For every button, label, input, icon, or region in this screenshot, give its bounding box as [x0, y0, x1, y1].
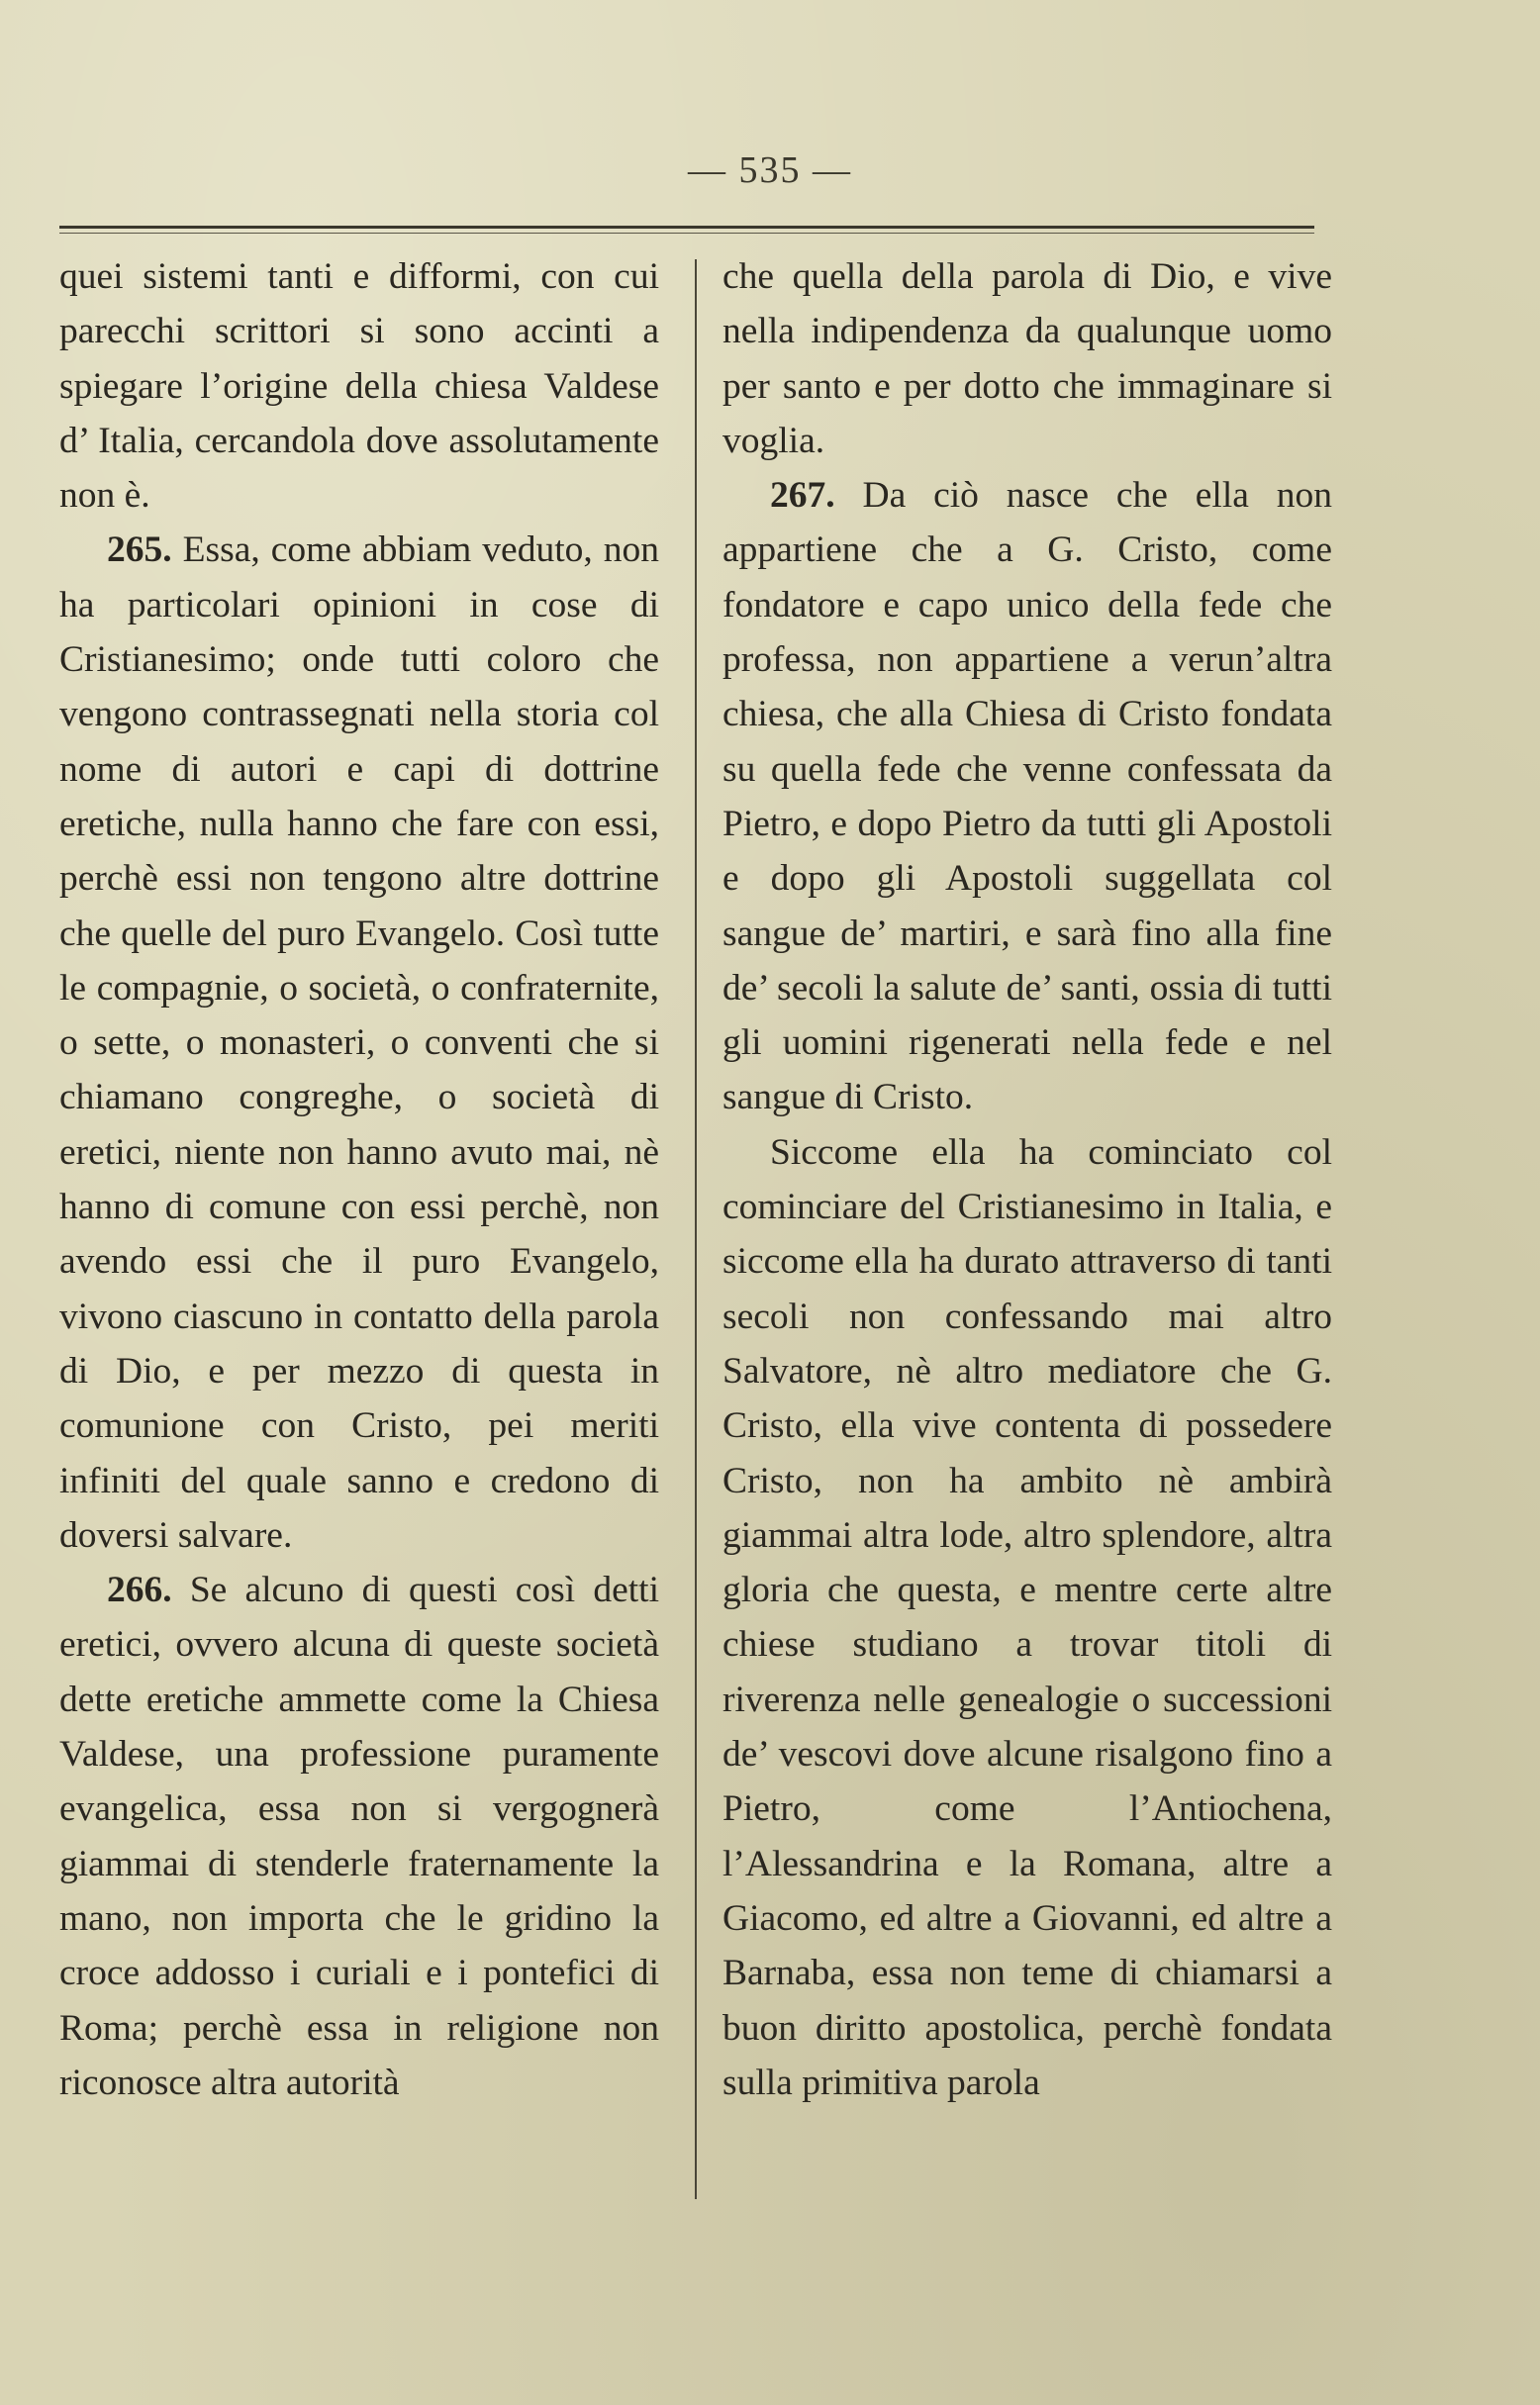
paragraph-text: Da ciò nasce che ella non appartiene che a G. Cristo, come fondatore e capo unico della fede che professa, non appartiene a verun’altra chiesa, che alla Chiesa di Cristo fondata su quella fede che venne confessata da Pietro, e dopo Pietro da tutti gli Apostoli e dopo gli Apostoli suggellata col sangue de’ martiri, e sarà fino alla fine de’ secoli la salute de’ santi, ossia di tutti gli uomini rigenerati nella fede e nel sangue di Cristo.	[722, 475, 1332, 1118]
paragraph-266	[59, 1563, 659, 2110]
column-divider	[695, 259, 697, 2199]
paragraph-text: Siccome ella ha cominciato col cominciare del Cristianesimo in Italia, e siccome ella ha durato attraverso di tanti secoli non confessando mai altro Salvatore, nè altro mediatore che G. Cristo, ella vive contenta di possedere Cristo, non ha ambito nè ambirà giammai altra lode, altro splendore, altra gloria che questa, e mentre certe altre chiese studiano a trovar titoli di riverenza nelle genealogie o successioni de’ vescovi dove alcune risalgono fino a Pietro, come l’Antiochena, l’Alessandrina e la Romana, altre a Giacomo, ed altre a Giovanni, ed altre a Barnaba, essa non teme di chiamarsi a buon diritto apostolica, perchè fondata sulla primitiva parola	[722, 1131, 1332, 2103]
header-rule	[59, 226, 1314, 229]
paragraph-267	[722, 468, 1332, 1125]
paragraph-265	[59, 523, 659, 1563]
paragraph-siccome	[722, 1125, 1332, 2110]
paragraph-number: 266.	[107, 1570, 172, 1611]
header-rule-thin	[59, 233, 1314, 234]
paragraph-text: quei sistemi tanti e difformi, con cui parecchi scrittori si sono accinti a spiegare l’origine della chiesa Valdese d’ Italia, cercandola dove assolutamente non è.	[59, 256, 659, 517]
right-column	[722, 249, 1332, 2110]
paragraph-text: che quella della parola di Dio, e vive nella indipendenza da qualunque uomo per santo e per dotto che immaginare si voglia.	[722, 256, 1332, 461]
paragraph-text: Essa, come abbiam veduto, non ha particolari opinioni in cose di Cristianesimo; onde tutti coloro che vengono contrassegnati nella storia col nome di autori e capi di dottrine eretiche, nulla hanno che fare con essi, perchè essi non tengono altre dottrine che quelle del puro Evangelo. Così tutte le compagnie, o società, o confraternite, o sette, o monasteri, o conventi che si chiamano congreghe, o società di eretici, niente non hanno avuto mai, nè hanno di comune con essi perchè, non avendo essi che il puro Evangelo, vivono ciascuno in contatto della parola di Dio, e per mezzo di questa in comunione con Cristo, pei meriti infiniti del quale sanno e credono di doversi salvare.	[59, 529, 659, 1556]
paragraph-number: 267.	[770, 475, 835, 517]
paragraph-text: Se alcuno di questi così detti eretici, ovvero alcuna di queste società dette eretiche ammette come la Chiesa Valdese, una professione puramente evangelica, essa non si vergognerà giammai di stenderle fraternamente la mano, non importa che le gridino la croce addosso i curiali e i pontefici di Roma; perchè essa in religione non riconosce altra autorità	[59, 1570, 659, 2103]
page-number: — 535 —	[688, 149, 852, 191]
paragraph-continuation	[59, 249, 659, 523]
paragraph-number: 265.	[107, 529, 172, 571]
paragraph-continuation	[722, 249, 1332, 468]
left-column	[59, 249, 659, 2110]
